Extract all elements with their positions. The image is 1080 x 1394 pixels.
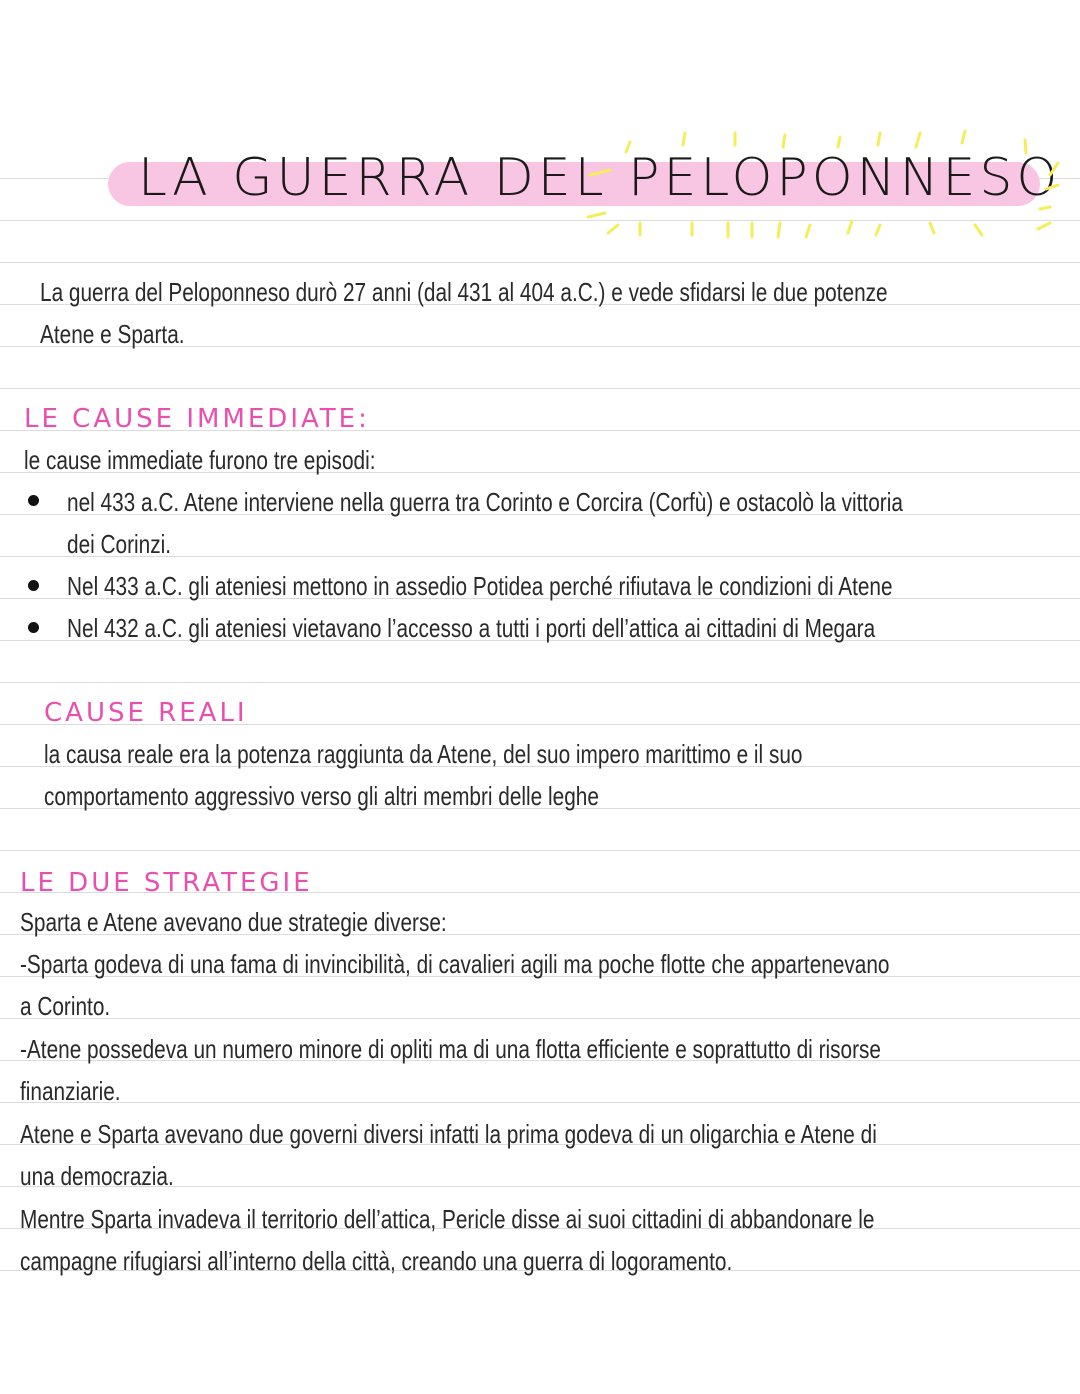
section3-line-5: finanziarie.: [20, 1076, 121, 1106]
bullet-icon: [28, 580, 39, 591]
section-heading-strategies: LE DUE STRATEGIE: [20, 868, 313, 898]
bullet-icon: [28, 495, 39, 506]
section2-line-1: la causa reale era la potenza raggiunta da Atene, del suo impero marittimo e il suo: [44, 739, 803, 769]
section1-lead: le cause immediate furono tre episodi:: [24, 445, 376, 475]
section3-line-3: a Corinto.: [20, 991, 111, 1021]
section3-line-1: Sparta e Atene avevano due strategie diverse:: [20, 907, 447, 937]
bullet-2-line-1: Nel 433 a.C. gli ateniesi mettono in assedio Potidea perché rifiutava le condizioni di Atene: [67, 571, 893, 601]
section3-line-9: campagne rifugiarsi all’interno della città, creando una guerra di logoramento.: [20, 1246, 733, 1276]
section3-line-4: -Atene possedeva un numero minore di opliti ma di una flotta efficiente e soprattutto di risorse: [20, 1034, 881, 1064]
bullet-1-line-2: dei Corinzi.: [67, 529, 172, 559]
section-heading-immediate-causes: LE CAUSE IMMEDIATE:: [24, 404, 370, 434]
section3-line-2: -Sparta godeva di una fama di invincibilità, di cavalieri agili ma poche flotte che appartenevano: [20, 949, 890, 979]
bullet-3-line-1: Nel 432 a.C. gli ateniesi vietavano l’accesso a tutti i porti dell’attica ai cittadini di Megara: [67, 613, 876, 643]
section3-line-6: Atene e Sparta avevano due governi diversi infatti la prima godeva di un oligarchia e Atene di: [20, 1119, 877, 1149]
highlight-rays-decoration: [580, 125, 1080, 250]
intro-line-2: Atene e Sparta.: [40, 319, 185, 349]
section3-line-7: una democrazia.: [20, 1161, 174, 1191]
bullet-icon: [28, 622, 39, 633]
intro-line-1: La guerra del Peloponneso durò 27 anni (dal 431 al 404 a.C.) e vede sfidarsi le due potenze: [40, 277, 888, 307]
page-title: LA GUERRA DEL PELOPONNESO: [138, 148, 1062, 208]
section2-line-2: comportamento aggressivo verso gli altri membri delle leghe: [44, 781, 599, 811]
section-heading-real-causes: CAUSE REALI: [44, 698, 248, 728]
section3-line-8: Mentre Sparta invadeva il territorio dell’attica, Pericle disse ai suoi cittadini di abbandonare le: [20, 1204, 875, 1234]
bullet-1-line-1: nel 433 a.C. Atene interviene nella guerra tra Corinto e Corcira (Corfù) e ostacolò la vittoria: [67, 487, 903, 517]
